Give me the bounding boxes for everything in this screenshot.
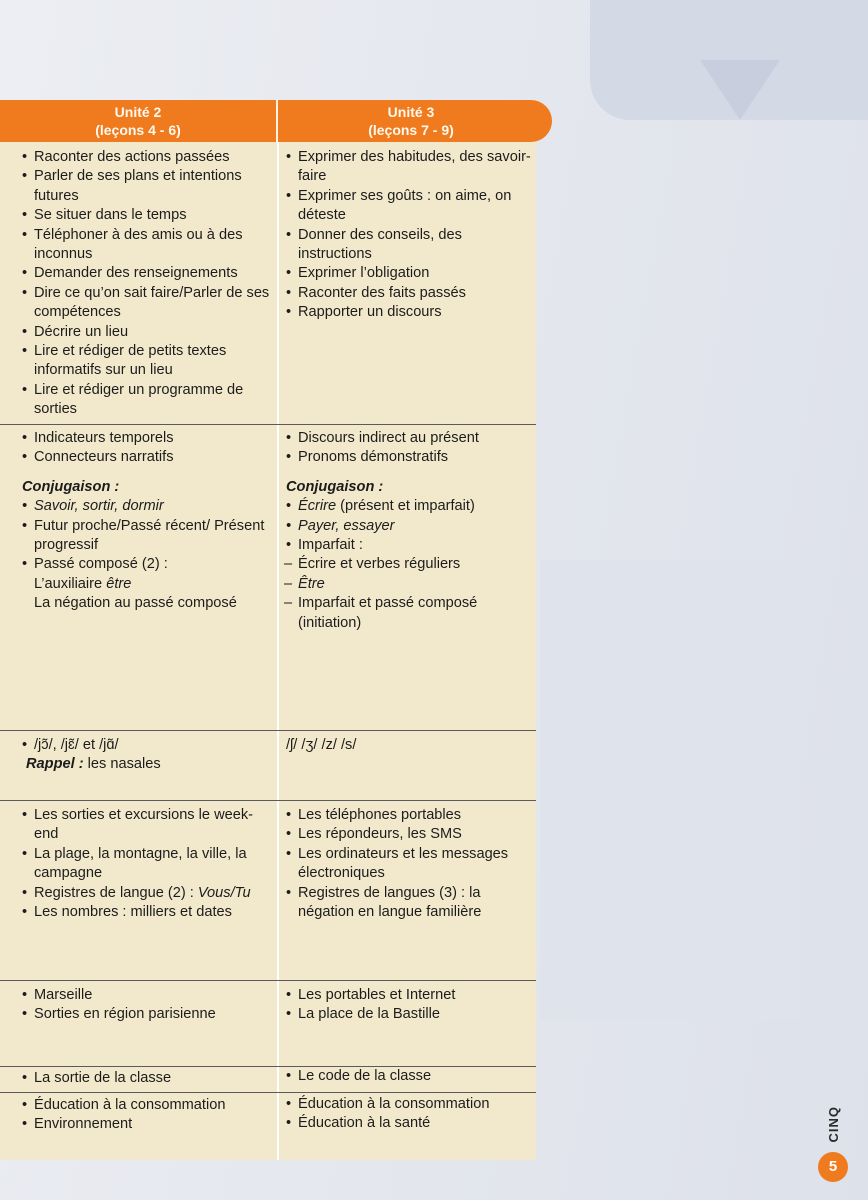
row4-left-list <box>22 806 274 922</box>
row-separator <box>0 730 536 731</box>
row2-left-list <box>22 429 274 468</box>
list-item: • Demander des renseignements <box>22 264 274 283</box>
list-item: • La sortie de la classe <box>22 1069 274 1088</box>
list-item: • Parler de ses plans et intentions futures <box>22 167 274 206</box>
row5-right-list <box>286 986 534 1025</box>
list-item: – Imparfait et passé composé (initiation) <box>286 594 534 633</box>
row7-left-list <box>22 1096 274 1135</box>
row-separator <box>0 424 536 425</box>
list-item: • Les sorties et excursions le week-end <box>22 806 274 845</box>
header-unit-3: Unité 3 (leçons 7 - 9) <box>368 104 454 138</box>
list-item: • Rapporter un discours <box>286 303 534 322</box>
table-header <box>0 100 552 142</box>
list-item: • Sorties en région parisienne <box>22 1005 274 1024</box>
row2-right-conj-list <box>286 497 534 633</box>
row5-left-cell <box>22 986 274 1025</box>
progression-table <box>0 100 536 1160</box>
list-item: • Exprimer des habitudes, des savoir-faire <box>286 148 534 187</box>
row1-left-list <box>22 148 274 420</box>
row1-left-cell <box>22 148 274 420</box>
list-item: • Lire et rédiger un programme de sorties <box>22 381 274 420</box>
page-word: CINQ <box>826 1106 841 1143</box>
list-item: • La plage, la montagne, la ville, la campagne <box>22 845 274 884</box>
list-item: • Payer, essayer <box>286 517 534 536</box>
list-item: • Pronoms démonstratifs <box>286 448 534 467</box>
row2-left-cell <box>22 429 274 614</box>
list-item: • /jɔ̃/, /jɛ̃/ et /jɑ̃/ <box>22 736 274 755</box>
phonemes: /ʃ/ /ʒ/ /z/ /s/ <box>286 737 357 753</box>
list-item: • Exprimer l’obligation <box>286 264 534 283</box>
list-item: • Les téléphones portables <box>286 806 534 825</box>
list-item: • Marseille <box>22 986 274 1005</box>
list-item: • Savoir, sortir, dormir <box>22 497 274 516</box>
list-item: • Indicateurs temporels <box>22 429 274 448</box>
list-item: – Écrire et verbes réguliers <box>286 555 534 574</box>
list-item: • Raconter des faits passés <box>286 284 534 303</box>
list-item: • Registres de langues (3) : la négation en langue familière <box>286 884 534 923</box>
list-item: • Exprimer ses goûts : on aime, on déteste <box>286 187 534 226</box>
row1-right-cell <box>286 148 534 323</box>
list-item: • Les répondeurs, les SMS <box>286 825 534 844</box>
list-item: • Décrire un lieu <box>22 323 274 342</box>
conjugaison-title: Conjugaison : <box>286 478 384 495</box>
list-item: • Écrire (présent et imparfait) <box>286 497 534 516</box>
list-item: • Les portables et Internet <box>286 986 534 1005</box>
row-separator <box>0 980 536 981</box>
row6-right-list <box>286 1067 534 1086</box>
row3-right-cell <box>286 736 534 755</box>
list-item: • Le code de la classe <box>286 1067 534 1086</box>
conjugaison-title: Conjugaison : <box>22 478 120 495</box>
list-item: • Éducation à la consommation <box>22 1096 274 1115</box>
list-item: • Éducation à la santé <box>286 1114 534 1133</box>
row2-right-list <box>286 429 534 468</box>
sub-item: L’auxiliaire être <box>34 575 132 592</box>
sub-item: La négation au passé composé <box>34 595 237 612</box>
row2-right-cell <box>286 429 534 633</box>
column-divider <box>277 142 279 1160</box>
list-item: • Connecteurs narratifs <box>22 448 274 467</box>
row7-right-list <box>286 1095 534 1134</box>
background-panel <box>540 560 800 1020</box>
list-item: • Imparfait : <box>286 536 534 555</box>
row5-right-cell <box>286 986 534 1025</box>
list-item: • Lire et rédiger de petits textes informatifs sur un lieu <box>22 342 274 381</box>
list-item: • Dire ce qu’on sait faire/Parler de ses compétences <box>22 284 274 323</box>
list-item: • Discours indirect au présent <box>286 429 534 448</box>
row5-left-list <box>22 986 274 1025</box>
row3-left-list <box>22 736 274 755</box>
row2-left-conj-list <box>22 497 274 575</box>
list-item: • Passé composé (2) : <box>22 555 274 574</box>
page-number: 5 <box>818 1152 848 1182</box>
row3-left-cell <box>22 736 274 775</box>
row6-left-list <box>22 1069 274 1088</box>
row-separator <box>0 1092 536 1093</box>
row6-right-cell <box>286 1067 534 1086</box>
list-item: • Éducation à la consommation <box>286 1095 534 1114</box>
row4-right-cell <box>286 806 534 922</box>
list-item: • Donner des conseils, des instructions <box>286 226 534 265</box>
row6-left-cell <box>22 1069 274 1088</box>
list-item: – Être <box>286 575 534 594</box>
row4-right-list <box>286 806 534 922</box>
list-item: • Registres de langue (2) : Vous/Tu <box>22 884 274 903</box>
rappel-line: Rappel : les nasales <box>26 756 161 773</box>
row7-left-cell <box>22 1096 274 1135</box>
row4-left-cell <box>22 806 274 922</box>
row1-right-list <box>286 148 534 323</box>
row-separator <box>0 800 536 801</box>
list-item: • Téléphoner à des amis ou à des inconnus <box>22 226 274 265</box>
list-item: • Futur proche/Passé récent/ Présent progressif <box>22 517 274 556</box>
list-item: • Se situer dans le temps <box>22 206 274 225</box>
list-item: • Les nombres : milliers et dates <box>22 903 274 922</box>
list-item: • Environnement <box>22 1115 274 1134</box>
list-item: • Raconter des actions passées <box>22 148 274 167</box>
row7-right-cell <box>286 1095 534 1134</box>
list-item: • La place de la Bastille <box>286 1005 534 1024</box>
list-item: • Les ordinateurs et les messages électroniques <box>286 845 534 884</box>
header-unit-2: Unité 2 (leçons 4 - 6) <box>95 104 181 138</box>
